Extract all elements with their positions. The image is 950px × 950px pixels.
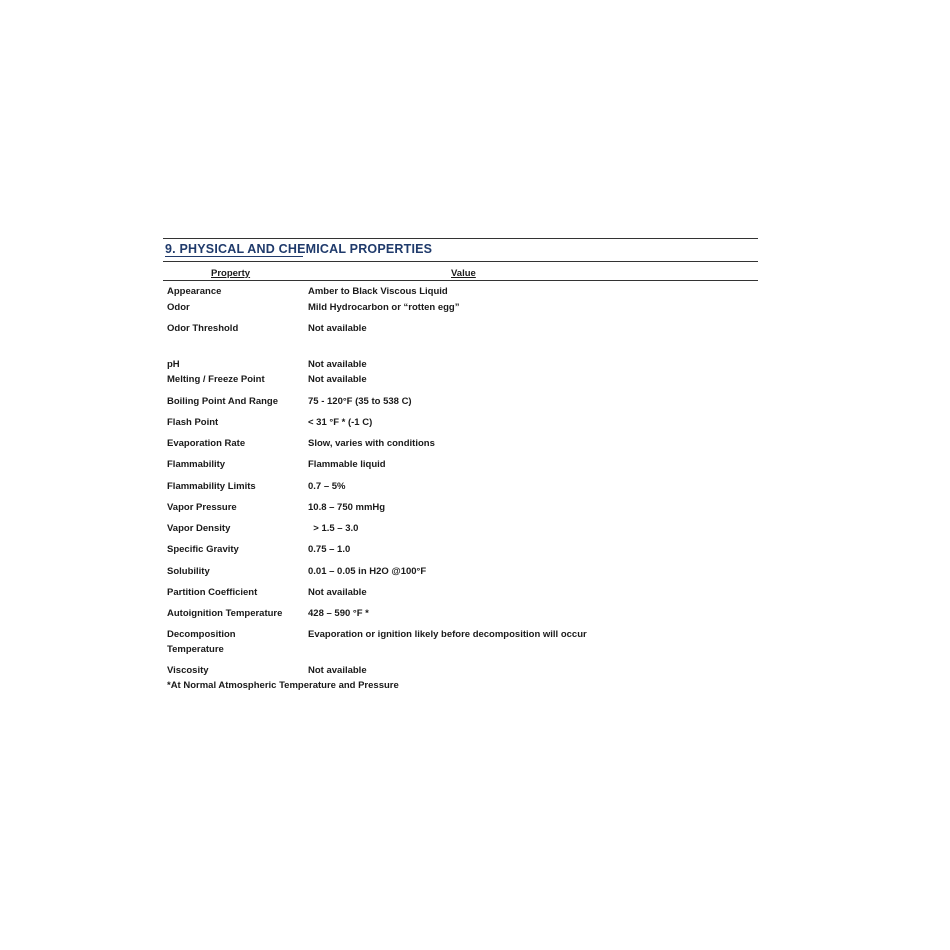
section-title: 9. PHYSICAL AND CHEMICAL PROPERTIES xyxy=(165,242,433,256)
property-value: < 31 °F * (-1 C) xyxy=(308,417,373,428)
property-value: Not available xyxy=(308,359,367,370)
property-name: Boiling Point And Range xyxy=(167,396,278,407)
value-column-header: Value xyxy=(451,268,476,279)
property-value: 10.8 – 750 mmHg xyxy=(308,502,386,513)
property-name: Flammability Limits xyxy=(167,481,256,492)
property-name: Specific Gravity xyxy=(167,544,239,555)
property-name: Decomposition Temperature xyxy=(167,629,236,655)
property-name: Flash Point xyxy=(167,417,219,428)
property-name: Vapor Pressure xyxy=(167,502,237,513)
property-name: Odor Threshold xyxy=(167,323,239,334)
property-value: Not available xyxy=(308,374,367,385)
property-value: > 1.5 – 3.0 xyxy=(308,523,359,534)
section-header xyxy=(163,238,758,262)
property-name: Melting / Freeze Point xyxy=(167,374,265,385)
property-name: Odor xyxy=(167,302,190,313)
property-value: Not available xyxy=(308,323,367,334)
property-value: Not available xyxy=(308,587,367,598)
property-name: Appearance xyxy=(167,286,222,297)
property-value: Amber to Black Viscous Liquid xyxy=(308,286,448,297)
property-name: Solubility xyxy=(167,566,210,577)
property-value: 428 – 590 °F * xyxy=(308,608,369,619)
property-name: Evaporation Rate xyxy=(167,438,246,449)
property-value: Not available xyxy=(308,665,367,676)
property-value: 0.75 – 1.0 xyxy=(308,544,351,555)
title-underline xyxy=(165,256,303,257)
property-name: Viscosity xyxy=(167,665,209,676)
footnote: *At Normal Atmospheric Temperature and Pressure xyxy=(167,680,399,691)
property-value: 0.01 – 0.05 in H2O @100°F xyxy=(308,566,427,577)
properties-section xyxy=(163,238,758,691)
property-name: Partition Coefficient xyxy=(167,587,258,598)
property-value: Mild Hydrocarbon or “rotten egg” xyxy=(308,302,460,313)
property-value: Flammable liquid xyxy=(308,459,386,470)
property-value: 0.7 – 5% xyxy=(308,481,346,492)
property-name: Vapor Density xyxy=(167,523,231,534)
property-value: Evaporation or ignition likely before decomposition will occur xyxy=(308,629,587,640)
property-column-header: Property xyxy=(211,268,251,279)
property-name: Autoignition Temperature xyxy=(167,608,283,619)
property-value: Slow, varies with conditions xyxy=(308,438,435,449)
table-header xyxy=(163,262,758,281)
property-value: 75 - 120°F (35 to 538 C) xyxy=(308,396,412,407)
property-name: Flammability xyxy=(167,459,226,470)
property-name: pH xyxy=(167,359,180,370)
